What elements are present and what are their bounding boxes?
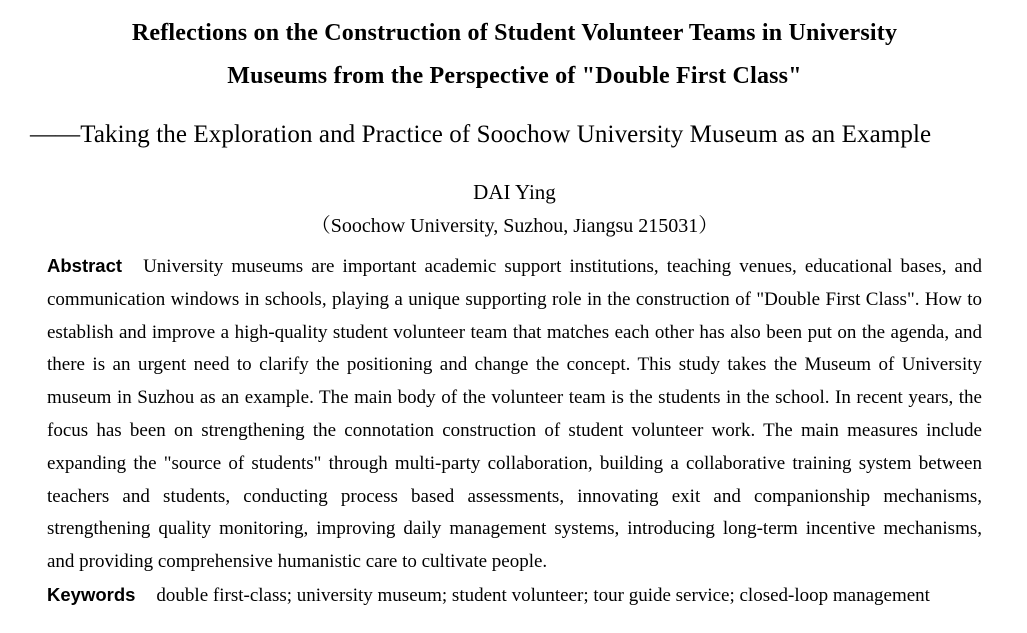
author-name: DAI Ying: [473, 180, 556, 204]
keywords-text: double first-class; university museum; student volunteer; tour guide service; closed-loop management: [156, 584, 930, 606]
author-affiliation: （Soochow University, Suzhou, Jiangsu 215031）: [310, 215, 719, 237]
paper-title: [47, 12, 982, 98]
paper-subtitle: ——Taking the Exploration and Practice of Soochow University Museum as an Example: [30, 121, 932, 148]
paper-title-line-1: Reflections on the Construction of Student Volunteer Teams in University: [131, 20, 898, 46]
abstract-text: University museums are important academic support institutions, teaching venues, educational bases, and communication windows in schools, playing a unique supporting role in the construction of "Double First Class". How to establish and improve a high-quality student volunteer team that matches each other has also been put on the agenda, and there is an urgent need to clarify the positioning and change the concept. This study takes the Museum of University museum in Suzhou as an example. The main body of the volunteer team is the students in the school. In recent years, the focus has been on strengthening the connotation construction of student volunteer work. The main measures include expanding the "source of students" through multi-party collaboration, building a collaborative training system between teachers and students, conducting process based assessments, innovating exit and companionship mechanisms, strengthening quality monitoring, improving daily management systems, introducing long-term incentive mechanisms, and providing comprehensive humanistic care to cultivate people.: [47, 256, 982, 573]
abstract-label: Abstract: [47, 255, 123, 276]
paper-title-line-2: Museums from the Perspective of "Double First Class": [227, 63, 802, 89]
abstract-paragraph: [47, 250, 982, 579]
keywords-paragraph: [47, 579, 982, 613]
keywords-label: Keywords: [47, 583, 136, 605]
